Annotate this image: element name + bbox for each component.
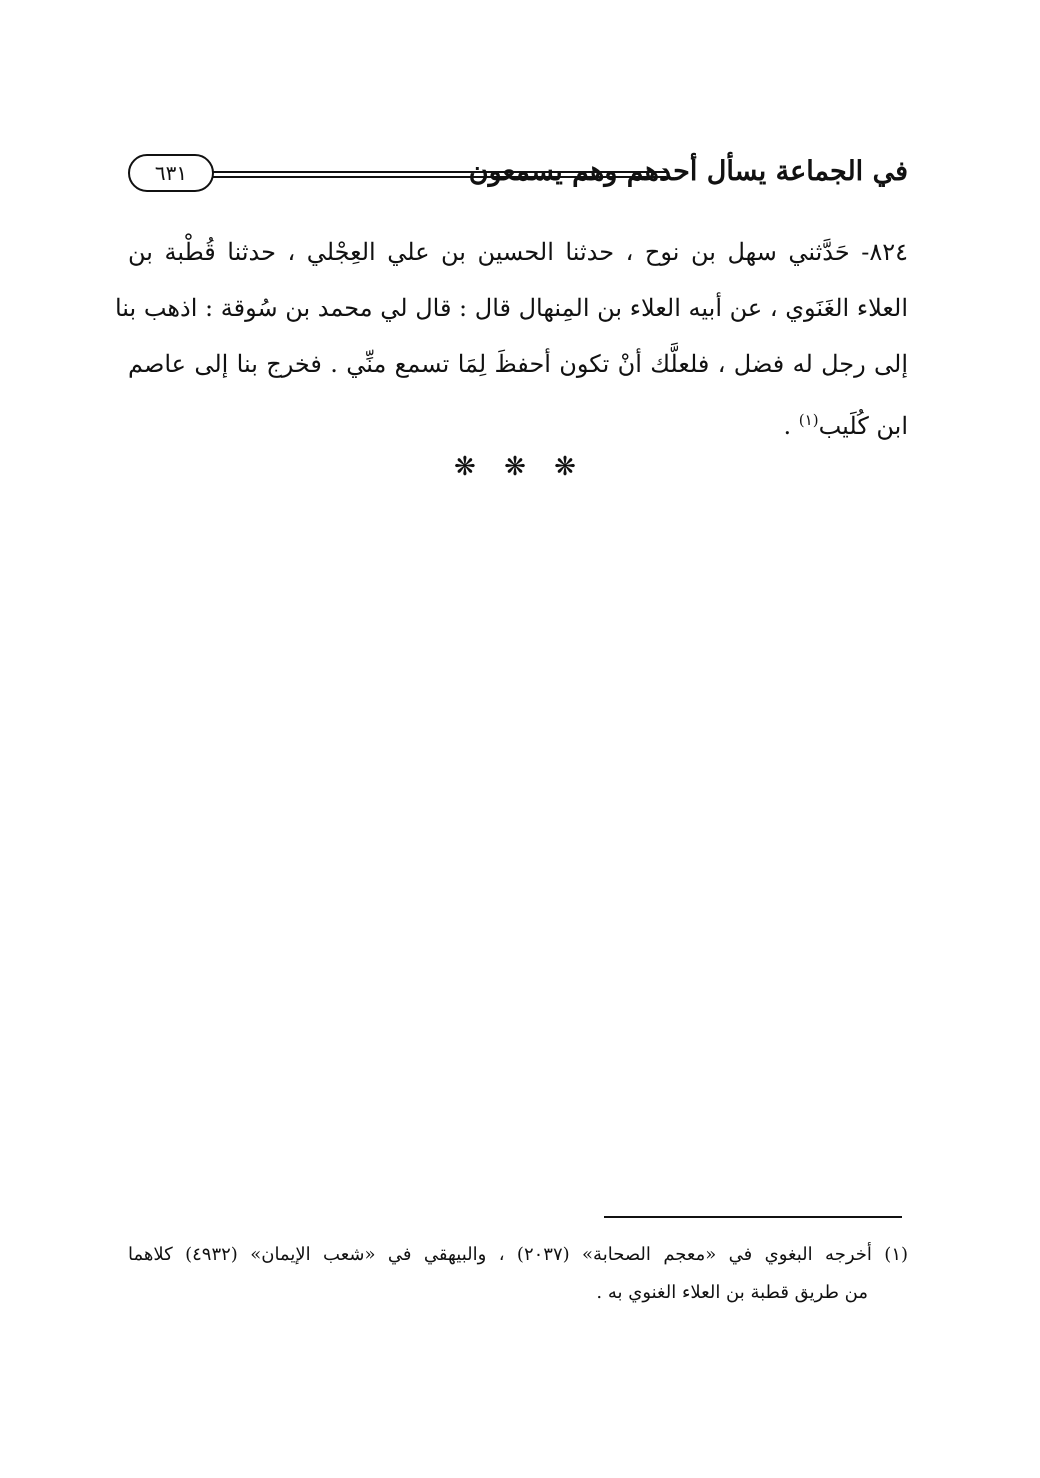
hadith-text (114, 224, 908, 454)
footnote-marker: (١) (798, 411, 819, 429)
footnote-rule (604, 1216, 902, 1218)
text-fragment: . (783, 412, 799, 440)
section-separator: ❋ ❋ ❋ (454, 452, 586, 482)
text-line (128, 392, 908, 454)
footnotes (128, 1236, 908, 1312)
text-line: ٨٢٤- حَدَّثني سهل بن نوح ، حدثنا الحسين بن علي العِجْلي ، حدثنا قُطْبة بن (128, 238, 908, 266)
text-line: العلاء الغَنَوي ، عن أبيه العلاء بن المِنهال قال : قال لي محمد بن سُوقة : اذهب بنا (114, 294, 908, 322)
text-fragment: ابن كُلَيب (818, 412, 908, 440)
page-header (128, 150, 908, 206)
header-double-rule (198, 171, 666, 178)
footnote-line: (١) أخرجه البغوي في «معجم الصحابة» (٢٠٣٧) ، والبيهقي في «شعب الإيمان» (٤٩٣٢) كلاهما (128, 1244, 909, 1265)
text-line: إلى رجل له فضل ، فلعلَّك أنْ تكون أحفظَ لِمَا تسمع منِّي . فخرج بنا إلى عاصم (128, 350, 908, 378)
page-number-badge: ٦٣١ (128, 154, 214, 192)
running-title: في الجماعة يسأل أحدهم وهم يسمعون (468, 156, 908, 187)
footnote-line: من طريق قطبة بن العلاء الغنوي به . (596, 1282, 868, 1303)
